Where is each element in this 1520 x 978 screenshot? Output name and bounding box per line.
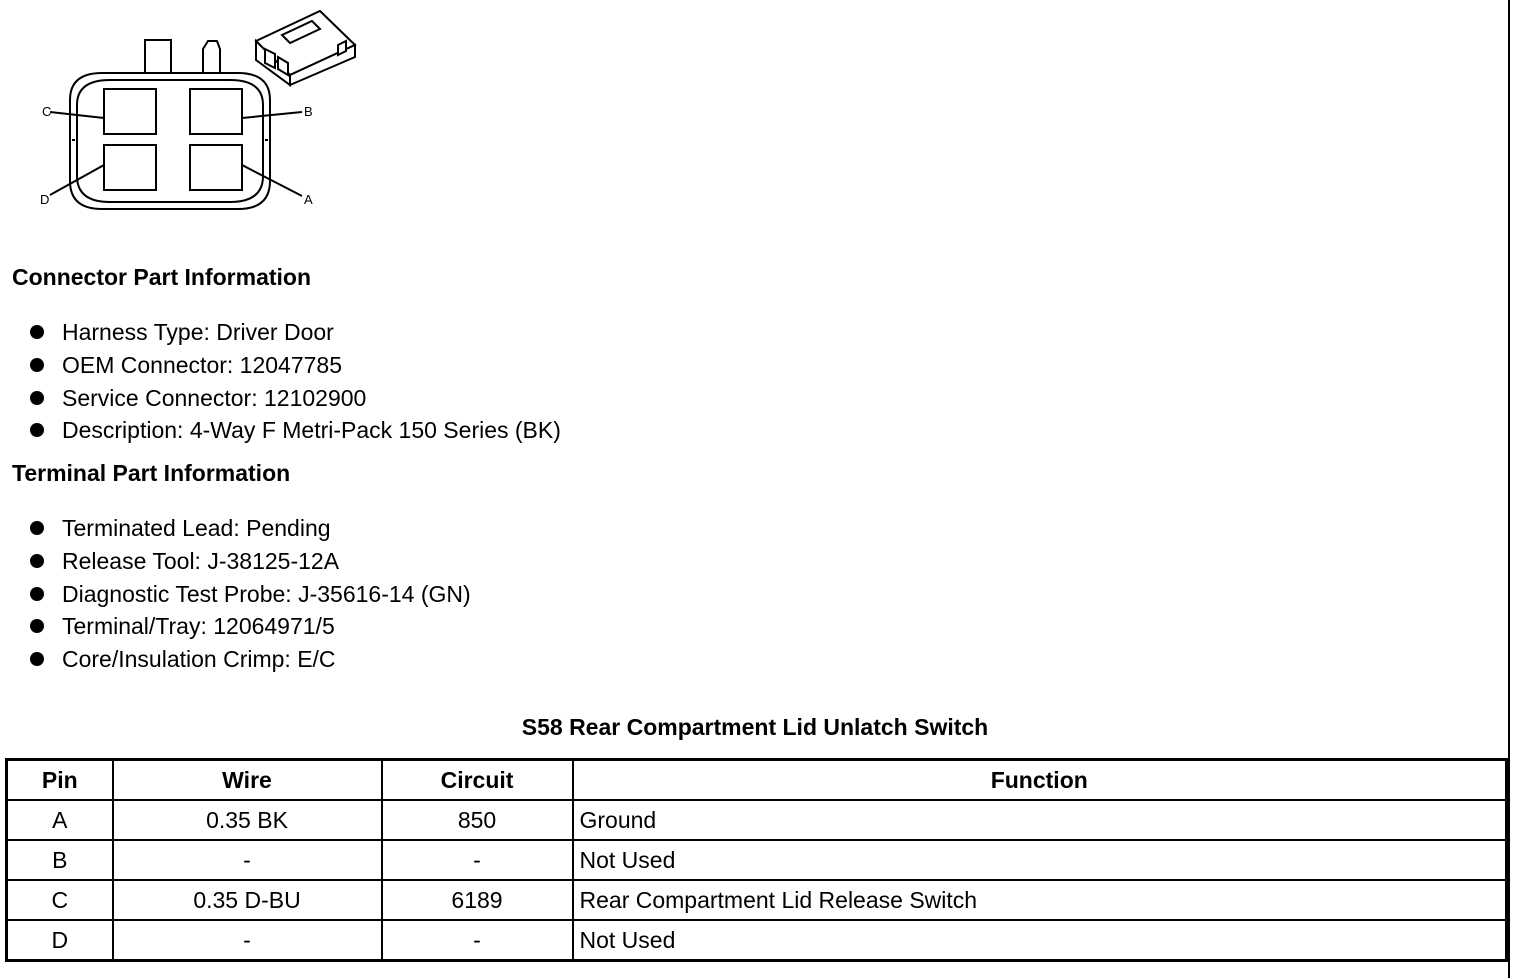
bullet-icon: [30, 358, 44, 372]
table-row: [7, 920, 1507, 961]
bullet-icon: [30, 652, 44, 666]
wire-cell: 0.35 BK: [113, 800, 382, 840]
wire-cell: 0.35 D-BU: [113, 880, 382, 920]
pin-table-title: S58 Rear Compartment Lid Unlatch Switch: [521, 714, 989, 740]
function-cell: Rear Compartment Lid Release Switch: [573, 880, 1507, 920]
bullet-icon: [30, 325, 44, 339]
table-row: [7, 800, 1507, 840]
pin-label-c: C: [42, 104, 52, 119]
terminal-info-heading: Terminal Part Information: [12, 460, 291, 486]
function-cell: Not Used: [573, 840, 1507, 880]
pin-cell: B: [7, 840, 113, 880]
table-row: [7, 880, 1507, 920]
circuit-cell: -: [382, 840, 573, 880]
bullet-icon: [30, 521, 44, 535]
column-header-function: Function: [573, 760, 1507, 801]
bullet-icon: [30, 391, 44, 405]
circuit-cell: 6189: [382, 880, 573, 920]
function-cell: Ground: [573, 800, 1507, 840]
connector-info-heading: Connector Part Information: [12, 264, 312, 290]
circuit-cell: -: [382, 920, 573, 961]
page-right-border: [1508, 0, 1510, 978]
pin-label-a: A: [304, 192, 313, 207]
pin-label-b: B: [304, 104, 313, 119]
column-header-circuit: Circuit: [382, 760, 573, 801]
circuit-cell: 850: [382, 800, 573, 840]
table-header-row: [7, 760, 1507, 801]
wire-cell: -: [113, 920, 382, 961]
bullet-icon: [30, 554, 44, 568]
table-row: [7, 840, 1507, 880]
column-header-wire: Wire: [113, 760, 382, 801]
pin-cell: A: [7, 800, 113, 840]
connector-face-diagram: [20, 5, 370, 220]
pin-cell: D: [7, 920, 113, 961]
bullet-icon: [30, 423, 44, 437]
bullet-icon: [30, 619, 44, 633]
column-header-pin: Pin: [7, 760, 113, 801]
pin-cell: C: [7, 880, 113, 920]
pin-label-d: D: [40, 192, 50, 207]
pin-table: [5, 758, 1508, 962]
bullet-icon: [30, 587, 44, 601]
function-cell: Not Used: [573, 920, 1507, 961]
wire-cell: -: [113, 840, 382, 880]
connector-isometric-icon: [256, 11, 355, 85]
